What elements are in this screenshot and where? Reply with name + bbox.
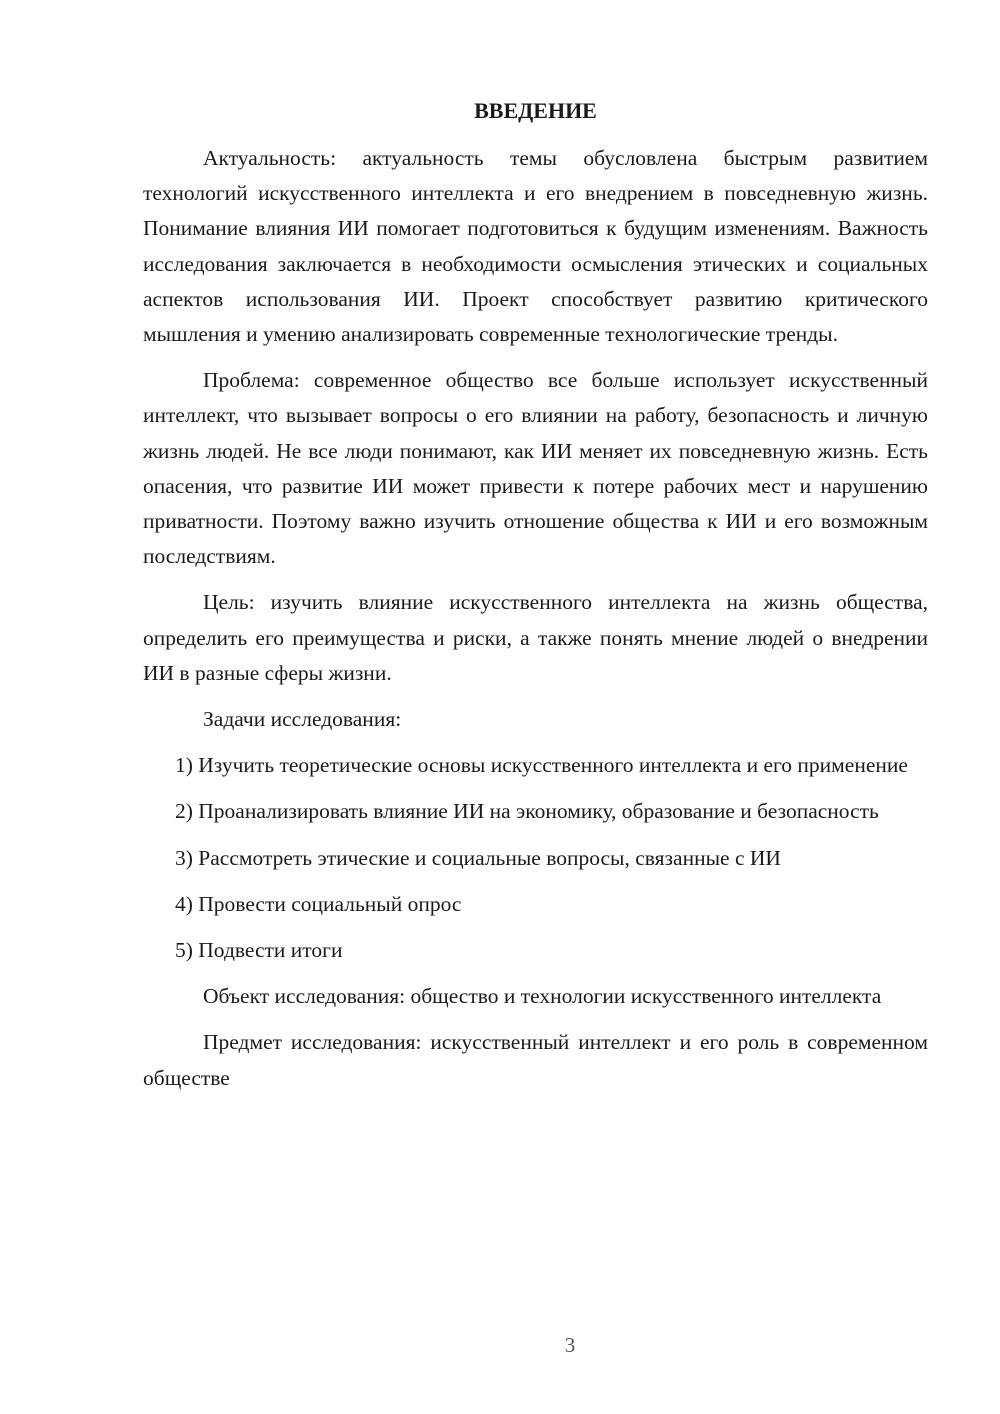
page-number: 3 bbox=[564, 1333, 576, 1357]
subject-paragraph: Предмет исследования: искусственный интеллект и его роль в современном обществе bbox=[143, 1030, 928, 1090]
task-item: 2) Проанализировать влияние ИИ на экономику, образование и безопасность bbox=[175, 799, 879, 824]
goal-paragraph: Цель: изучить влияние искусственного интеллекта на жизнь общества, определить его преимущества и риски, а также понять мнение людей о внедрении ИИ в разные сферы жизни. bbox=[143, 590, 928, 685]
task-item: 3) Рассмотреть этические и социальные вопросы, связанные с ИИ bbox=[175, 845, 781, 870]
section-title: ВВЕДЕНИЕ bbox=[474, 98, 597, 123]
document-page bbox=[143, 95, 928, 1096]
task-item: 4) Провести социальный опрос bbox=[175, 891, 462, 916]
task-item: 5) Подвести итоги bbox=[175, 938, 343, 963]
problem-paragraph: Проблема: современное общество все больше использует искусственный интеллект, что вызывает вопросы о его влиянии на работу, безопасность и личную жизнь людей. Не все люди понимают, как ИИ меняет их повседневную жизнь. Есть опасения, что развитие ИИ может привести к потере рабочих мест и нарушению приватности. Поэтому важно изучить отношение общества к ИИ и его возможным последствиям. bbox=[143, 368, 928, 569]
tasks-heading: Задачи исследования: bbox=[203, 707, 402, 732]
task-item: 1) Изучить теоретические основы искусственного интеллекта и его применение bbox=[175, 753, 908, 778]
object-paragraph: Объект исследования: общество и технологии искусственного интеллекта bbox=[203, 984, 882, 1009]
tasks-list bbox=[143, 748, 928, 968]
relevance-paragraph: Актуальность: актуальность темы обусловлена быстрым развитием технологий искусственного интеллекта и его внедрением в повседневную жизнь. Понимание влияния ИИ помогает подготовиться к будущим изменениям. Важность исследования заключается в необходимости осмысления этических и социальных аспектов использования ИИ. Проект способствует развитию критического мышления и умению анализировать современные технологические тренды. bbox=[143, 146, 928, 347]
